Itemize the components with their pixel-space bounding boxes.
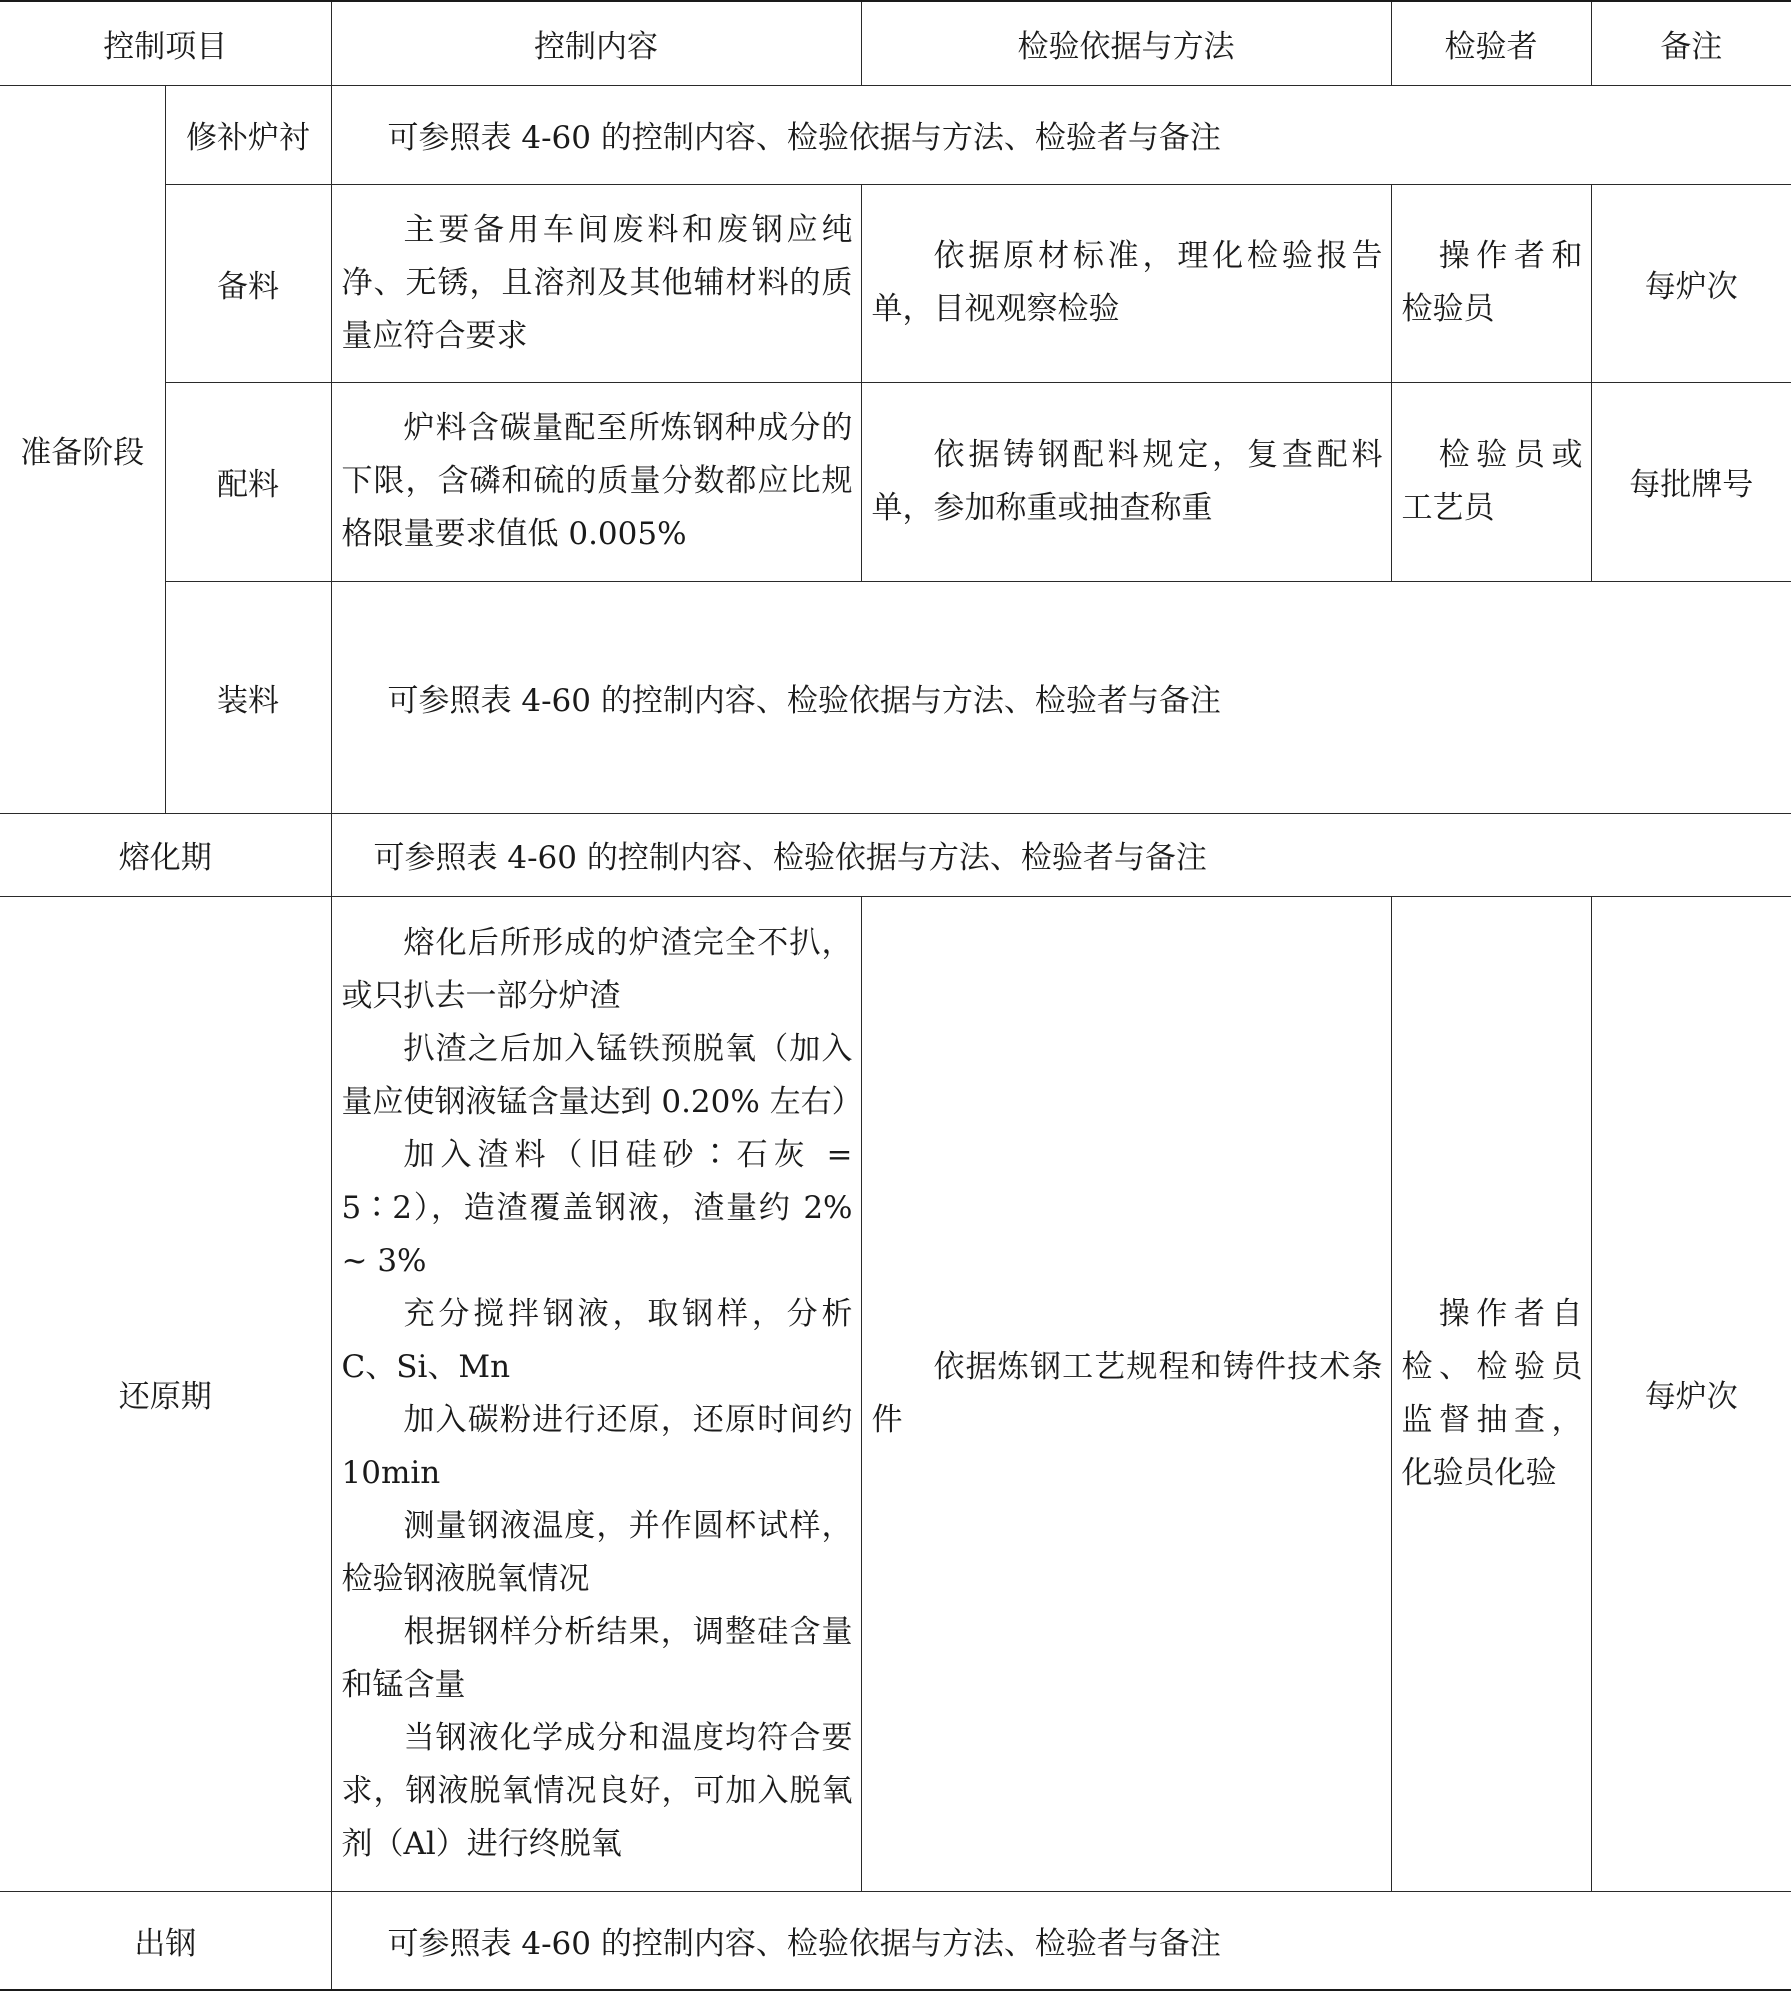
content-batching: 炉料含碳量配至所炼钢种成分的下限，含磷和硫的质量分数都应比规格限量要求值低 0.005% <box>331 382 861 581</box>
method-batching: 依据铸钢配料规定，复查配料单，参加称重或抽查称重 <box>861 382 1391 581</box>
inspector-stock-prep: 操作者和检验员 <box>1391 184 1591 382</box>
reduction-step-7: 根据钢样分析结果，调整硅含量和锰含量 <box>341 1613 853 1703</box>
inspector-reduction: 操作者自检、检验员监督抽查，化验员化验 <box>1391 896 1591 1891</box>
note-reduction: 每炉次 <box>1591 896 1791 1891</box>
item-repair-lining: 修补炉衬 <box>165 85 331 184</box>
note-batching: 每批牌号 <box>1591 382 1791 581</box>
stage-preparation: 准备阶段 <box>0 85 165 813</box>
row-batching <box>0 382 1791 581</box>
row-reduction <box>0 896 1791 1891</box>
note-stock-prep: 每炉次 <box>1591 184 1791 382</box>
header-control-content: 控制内容 <box>331 1 861 85</box>
item-batching: 配料 <box>165 382 331 581</box>
row-tapping <box>0 1891 1791 1990</box>
item-tapping: 出钢 <box>0 1891 331 1990</box>
method-reduction: 依据炼钢工艺规程和铸件技术条件 <box>861 896 1391 1891</box>
reduction-step-3: 加入渣料（旧硅砂∶石灰 = 5∶2），造渣覆盖钢液，渣量约 2% ~ 3% <box>341 1136 853 1279</box>
row-repair-lining <box>0 85 1791 184</box>
row-stock-prep <box>0 184 1791 382</box>
content-stock-prep: 主要备用车间废料和废钢应纯净、无锈，且溶剂及其他辅材料的质量应符合要求 <box>331 184 861 382</box>
header-row <box>0 1 1791 85</box>
ref-charging: 可参照表 4-60 的控制内容、检验依据与方法、检验者与备注 <box>331 581 1791 813</box>
ref-melting: 可参照表 4-60 的控制内容、检验依据与方法、检验者与备注 <box>331 813 1791 896</box>
item-stock-prep: 备料 <box>165 184 331 382</box>
reduction-step-2: 扒渣之后加入锰铁预脱氧（加入量应使钢液锰含量达到 0.20% 左右） <box>341 1030 863 1120</box>
reduction-step-6: 测量钢液温度，并作圆杯试样，检验钢液脱氧情况 <box>341 1507 853 1597</box>
method-stock-prep: 依据原材标准，理化检验报告单，目视观察检验 <box>861 184 1391 382</box>
row-melting <box>0 813 1791 896</box>
item-reduction: 还原期 <box>0 896 331 1891</box>
header-note: 备注 <box>1591 1 1791 85</box>
ref-tapping: 可参照表 4-60 的控制内容、检验依据与方法、检验者与备注 <box>331 1891 1791 1990</box>
header-inspector: 检验者 <box>1391 1 1591 85</box>
reduction-step-8: 当钢液化学成分和温度均符合要求，钢液脱氧情况良好，可加入脱氧剂（Al）进行终脱氧 <box>341 1719 853 1862</box>
reduction-step-1: 熔化后所形成的炉渣完全不扒，或只扒去一部分炉渣 <box>341 924 853 1014</box>
inspector-batching: 检验员或工艺员 <box>1391 382 1591 581</box>
content-reduction <box>331 896 861 1891</box>
item-melting: 熔化期 <box>0 813 331 896</box>
header-control-item: 控制项目 <box>0 1 331 85</box>
item-charging: 装料 <box>165 581 331 813</box>
reduction-step-5: 加入碳粉进行还原，还原时间约 10min <box>341 1401 853 1491</box>
ref-repair-lining: 可参照表 4-60 的控制内容、检验依据与方法、检验者与备注 <box>331 85 1791 184</box>
header-inspection-method: 检验依据与方法 <box>861 1 1391 85</box>
row-charging <box>0 581 1791 813</box>
reduction-step-4: 充分搅拌钢液，取钢样，分析 C、Si、Mn <box>341 1295 853 1385</box>
